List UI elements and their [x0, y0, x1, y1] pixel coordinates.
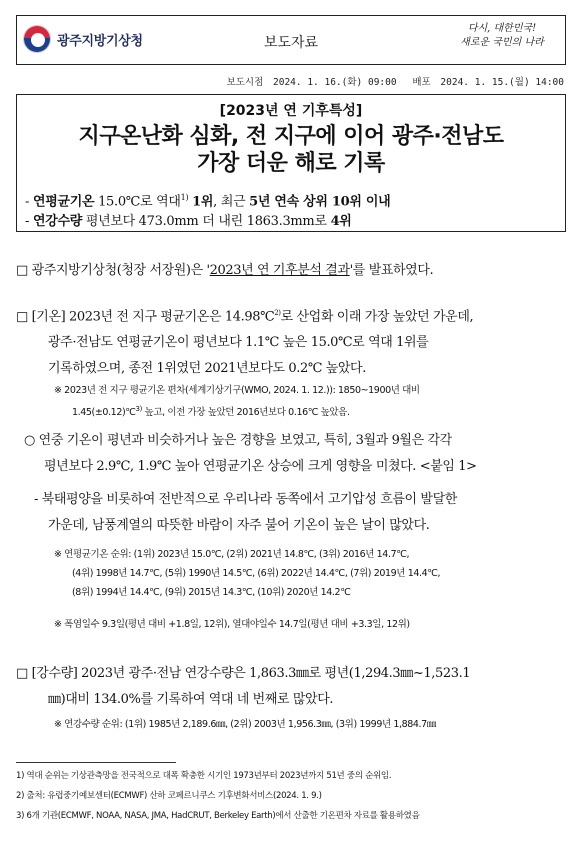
summary-points [25, 188, 390, 232]
summary-precipitation: - 연강수량 평년보다 473.0mm 더 내린 1863.3mm로 4위 [25, 214, 352, 230]
circle-bullet: ○ [24, 433, 35, 448]
dist-label: 배포 [412, 77, 431, 88]
title-line-2: 가장 더운 해로 기록 [197, 151, 385, 176]
footnote-1: 1) 역대 순위는 기상관측망을 전국적으로 대폭 확충한 시기인 1973년부터 2023년까지 51년 중의 순위임. [16, 771, 392, 781]
summary-temperature: - 연평균기온 15.0℃로 역대$^{1)}$ 1위, 최근 5년 연속 상위 10위 이내 [25, 193, 391, 210]
release-info [223, 74, 564, 88]
report-title-link-text: 2023년 연 기후분석 결과 [209, 263, 350, 278]
footnote-3: 3) 6개 기관(ECMWF, NOAA, NASA, JMA, HadCRUT, Berkeley Earth)에서 산출한 기온편차 자료를 활용하였음 [16, 811, 420, 821]
footnote-divider [16, 762, 176, 763]
topic-tag: [2023년 연 기후특성] [219, 103, 363, 119]
title-box [16, 94, 566, 232]
release-date: 2024. 1. 16.(화) 09:00 [273, 77, 397, 88]
precipitation-ranking-note: ※ 연강수량 순위: (1위) 1985년 2,189.6㎜, (2위) 2003년 1,956.3㎜, (3위) 1999년 1,884.7㎜ [54, 719, 436, 730]
global-temp-note: ※ 2023년 전 지구 평균기온 편차(세계기상기구(WMO, 2024. 1. 12.)): 1850~1900년 대비 1.45(±0.12)℃$^{3)}$ 높고, 이전 가장 높았던 2016년보다 0.16℃ 높았음. [54, 385, 420, 419]
slogan-line-2: 새로운 국민의 나라 [460, 37, 544, 48]
dist-date: 2024. 1. 15.(월) 14:00 [440, 77, 564, 88]
main-title [17, 123, 565, 177]
slogan-line-1: 다시, 대한민국! [467, 23, 537, 34]
temperature-section: □ [기온] 2023년 전 지구 평균기온은 14.98℃$^{2)}$로 산업화 이래 가장 높았던 가운데, 광주·전남도 연평균기온이 평년보다 1.1℃ 높은 15.0℃로 역대 1위를 기록하였으며, 종전 1위였던 2021년보다도 0.2℃ 높았다. [16, 309, 474, 377]
square-bullet: □ [16, 309, 28, 325]
heatwave-note: ※ 폭염일수 9.3일(평년 대비 +1.8일, 12위), 열대야일수 14.7일(평년 대비 +3.3일, 12위) [54, 619, 410, 630]
temperature-ranking-note: ※ 연평균기온 순위: (1위) 2023년 15.0℃, (2위) 2021년 14.8℃, (3위) 2016년 14.7℃, (4위) 1998년 14.7℃, (5위) 1990년 14.5℃, (6위) 2022년 14.4℃, (7위) 2019년 14.4℃, (8위) 1994년 14.4℃, (9위) 2015년 14.3℃, (10위) 2020년 14.2℃ [54, 549, 441, 598]
logo-text: 광주지방기상청 [57, 33, 143, 49]
monthly-trend-paragraph: ○ 연중 기온이 평년과 비슷하거나 높은 경향을 보였고, 특히, 3월과 9월은 각각 평년보다 2.9℃, 1.9℃ 높아 연평균기온 상승에 크게 영향을 미쳤다. <붙임 1> [24, 433, 477, 474]
pressure-pattern-paragraph: - 북태평양을 비롯하여 전반적으로 우리나라 동쪽에서 고기압성 흐름이 발달한 가운데, 남풍계열의 따뜻한 바람이 자주 불어 기온이 높은 날이 많았다. [34, 492, 457, 533]
intro-paragraph: □ 광주지방기상청(청장 서장원)은 '2023년 연 기후분석 결과'를 발표하였다. [16, 263, 434, 278]
government-slogan [447, 22, 557, 60]
header-title: 보도자료 [263, 35, 319, 51]
header-box [16, 15, 566, 65]
square-bullet: □ [16, 666, 28, 681]
footnote-2: 2) 출처: 유럽중기예보센터(ECMWF) 산하 코페르니쿠스 기후변화서비스(2024. 1. 9.) [16, 791, 322, 801]
square-bullet: □ [16, 263, 28, 278]
precipitation-section: □ [강수량] 2023년 광주·전남 연강수량은 1,863.3㎜로 평년(1,294.3㎜~1,523.1 ㎜)대비 134.0%를 기록하여 역대 네 번째로 많았다. [16, 666, 471, 707]
title-line-1: 지구온난화 심화, 전 지구에 이어 광주·전남도 [78, 124, 504, 149]
release-label: 보도시점 [226, 77, 264, 88]
